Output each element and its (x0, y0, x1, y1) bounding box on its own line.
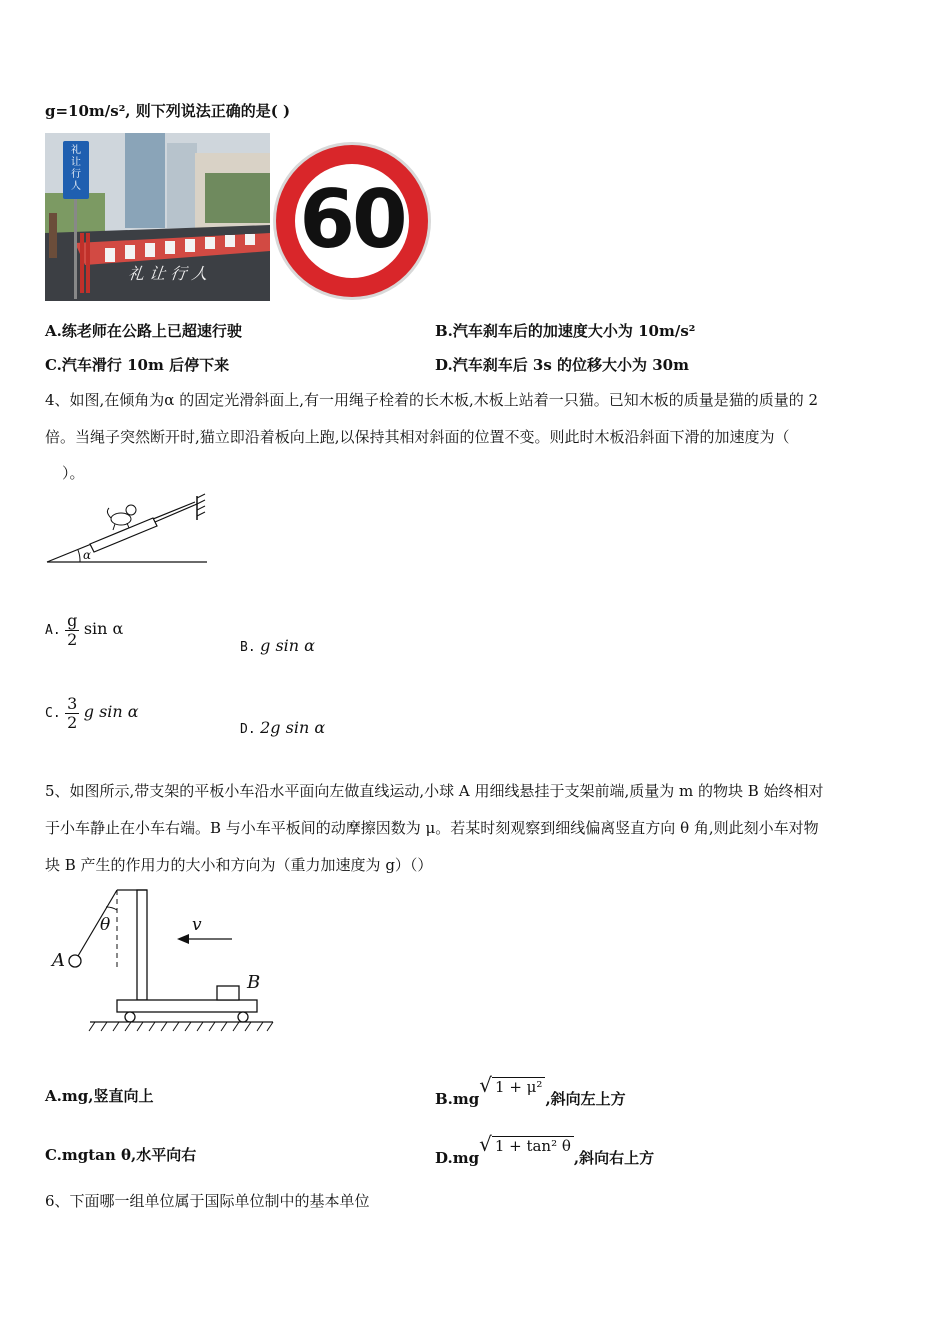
q4-option-d-label: D. (240, 722, 256, 737)
ball-a-label: A (52, 950, 65, 971)
q4-option-c[interactable] (45, 695, 139, 731)
q3-option-d[interactable]: D.汽车刹车后 3s 的位移大小为 30m (435, 356, 689, 374)
photo-road-text: 礼 让 行 人 (126, 264, 213, 283)
q5-stem-line2: 于小车静止在小车右端。B 与小车平板间的动摩擦因数为 μ。若某时刻观察到细线偏离竖直方向 θ 角,则此刻小车对物 (45, 819, 819, 837)
incline-angle-label: α (83, 548, 92, 562)
q5-option-d[interactable]: D.mg√ 1 + tan² θ,斜向右上方 (435, 1132, 655, 1167)
crosswalk-photo (45, 133, 270, 301)
incline-figure (45, 490, 215, 580)
q4-option-a-tail: sin α (83, 619, 124, 639)
q5-option-a[interactable]: A.mg,竖直向上 (45, 1087, 154, 1105)
q5-option-c[interactable]: C.mgtan θ,水平向右 (45, 1146, 197, 1164)
q6-stem: 6、下面哪一组单位属于国际单位制中的基本单位 (45, 1192, 370, 1210)
q5-option-b-post: ,斜向左上方 (545, 1090, 626, 1108)
q4-stem-line2: 倍。当绳子突然断开时,猫立即沿着板向上跑,以保持其相对斜面的位置不变。则此时木板沿斜面下滑的加速度为（ (45, 428, 790, 446)
velocity-label: v (192, 915, 202, 935)
q5-option-d-pre: D.mg (435, 1149, 480, 1167)
q4-option-d[interactable] (240, 718, 325, 737)
q3-stem-tail: g=10m/s², 则下列说法正确的是( ) (45, 102, 291, 120)
q4-option-a-den: 2 (67, 629, 78, 649)
q4-option-d-expr: 2g sin α (260, 718, 326, 737)
q4-option-b[interactable] (240, 636, 315, 655)
q5-option-d-radicand: 1 + tan² θ (492, 1136, 574, 1155)
block-b-label: B (247, 972, 261, 993)
q4-stem-line1: 4、如图,在倾角为α 的固定光滑斜面上,有一用绳子栓着的长木板,木板上站着一只猫。已知木板的质量是猫的质量的 2 (45, 391, 819, 409)
q5-stem-line1: 5、如图所示,带支架的平板小车沿水平面向左做直线运动,小球 A 用细线悬挂于支架前端,质量为 m 的物块 B 始终相对 (45, 782, 824, 800)
q4-option-c-tail: g sin α (83, 702, 139, 722)
q4-option-a[interactable] (45, 612, 123, 648)
q4-option-b-label: B. (240, 640, 256, 655)
q4-option-c-den: 2 (67, 712, 78, 732)
theta-label: θ (100, 915, 111, 935)
q5-option-b-pre: B.mg (435, 1090, 480, 1108)
q4-option-a-num: g (67, 611, 78, 630)
q5-option-d-post: ,斜向右上方 (573, 1149, 655, 1167)
q3-option-c[interactable]: C.汽车滑行 10m 后停下来 (45, 356, 230, 374)
q3-option-b[interactable]: B.汽车刹车后的加速度大小为 10m/s² (435, 322, 696, 340)
q5-stem-line3: 块 B 产生的作用力的大小和方向为（重力加速度为 g）（） (45, 856, 433, 874)
q5-option-b-radicand: 1 + μ² (492, 1077, 545, 1096)
q4-option-b-expr: g sin α (260, 636, 315, 655)
speed-limit-sign (271, 140, 433, 302)
q4-option-c-num: 3 (67, 694, 78, 713)
q3-option-a[interactable]: A.练老师在公路上已超速行驶 (45, 322, 242, 340)
q5-option-b[interactable]: B.mg√ 1 + μ²,斜向左上方 (435, 1073, 626, 1108)
q4-option-c-label: C. (45, 706, 61, 722)
cart-figure (45, 882, 285, 1037)
q4-stem-line3: ）。 (62, 464, 85, 482)
photo-sign-text: 礼 让 行 人 (71, 145, 81, 192)
speed-limit-value: 60 (299, 173, 405, 266)
q4-option-a-label: A. (45, 623, 61, 639)
